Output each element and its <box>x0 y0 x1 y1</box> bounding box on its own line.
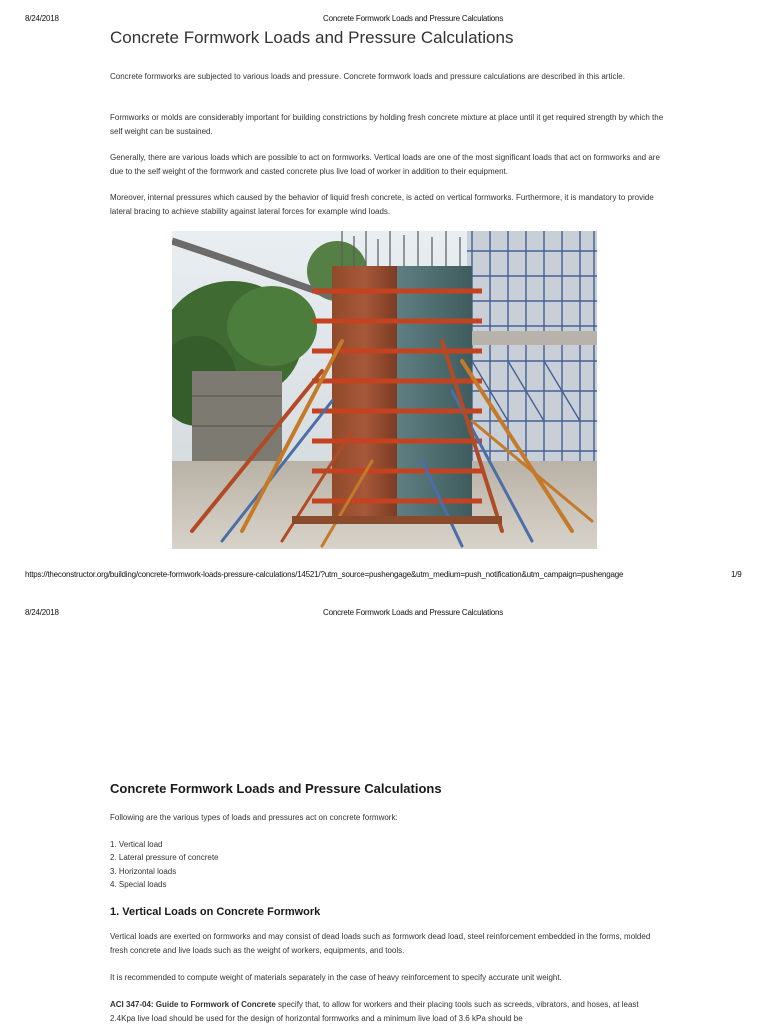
loads-intro: Following are the various types of loads and pressures act on concrete formwork: <box>110 813 398 822</box>
heavy-reinforcement-paragraph: It is recommended to compute weight of materials separately in the case of heavy reinforcement to specify accurate unit weight. <box>110 973 562 982</box>
list-item: 4. Special loads <box>110 879 167 889</box>
list-item: 2. Lateral pressure of concrete <box>110 853 219 863</box>
aci-reference: ACI 347-04: Guide to Formwork of Concrete <box>110 1000 276 1009</box>
print-header-title-page-2: Concrete Formwork Loads and Pressure Calculations <box>323 608 504 617</box>
list-item: 3. Horizontal loads <box>110 866 177 876</box>
paragraph-intro: Concrete formworks are subjected to various loads and pressure. Concrete formwork loads and pressure calculations are described in this article. <box>110 72 625 81</box>
paragraph-formworks: Formworks or molds are considerably important for building constrictions by holding fresh concrete mixture at place until it get required strength by which the self weight can be sustained. <box>110 113 664 136</box>
paragraph-internal-pressures: Moreover, internal pressures which caused by the behavior of liquid fresh concrete, is acted on vertical formworks. Furthermore, it is mandatory to provide lateral bracing to achieve stability against lateral forces for example wind loads. <box>110 193 654 216</box>
formwork-photo <box>172 231 597 549</box>
aci-text: specify that, to allow for workers and their placing tools such as screeds, vibrators, and hoses, at least 2.4Kpa live load should be used for the design of horizontal formworks and a minimum live load of 3.6 kPa should be <box>110 1000 639 1023</box>
loads-list <box>110 838 219 891</box>
footer-url: https://theconstructor.org/building/concrete-formwork-loads-pressure-calculations/14521/?utm_source=pushengage&utm_medium=push_notification&utm_campaign=pushengage <box>25 570 624 579</box>
print-date-page-2: 8/24/2018 <box>25 608 59 617</box>
article-heading: Concrete Formwork Loads and Pressure Calculations <box>110 781 442 796</box>
aci-paragraph <box>110 998 665 1025</box>
print-date: 8/24/2018 <box>25 14 59 23</box>
print-header-title: Concrete Formwork Loads and Pressure Calculations <box>323 14 504 23</box>
list-item: 1. Vertical load <box>110 840 163 849</box>
page-title: Concrete Formwork Loads and Pressure Calculations <box>110 28 514 47</box>
section-heading-vertical-loads: 1. Vertical Loads on Concrete Formwork <box>110 906 321 918</box>
page-number: 1/9 <box>731 570 742 579</box>
paragraph-vertical-loads: Generally, there are various loads which are possible to act on formworks. Vertical loads are one of the most significant loads that act on formworks and are due to the self weight of the formwork and casted concrete plus live load of worker in addition to their equipment. <box>110 153 660 176</box>
vertical-loads-paragraph: Vertical loads are exerted on formworks and may consist of dead loads such as formwork dead load, steel reinforcement embedded in the forms, molded fresh concrete and live loads such as the weight of workers, equipments, and tools. <box>110 932 651 955</box>
